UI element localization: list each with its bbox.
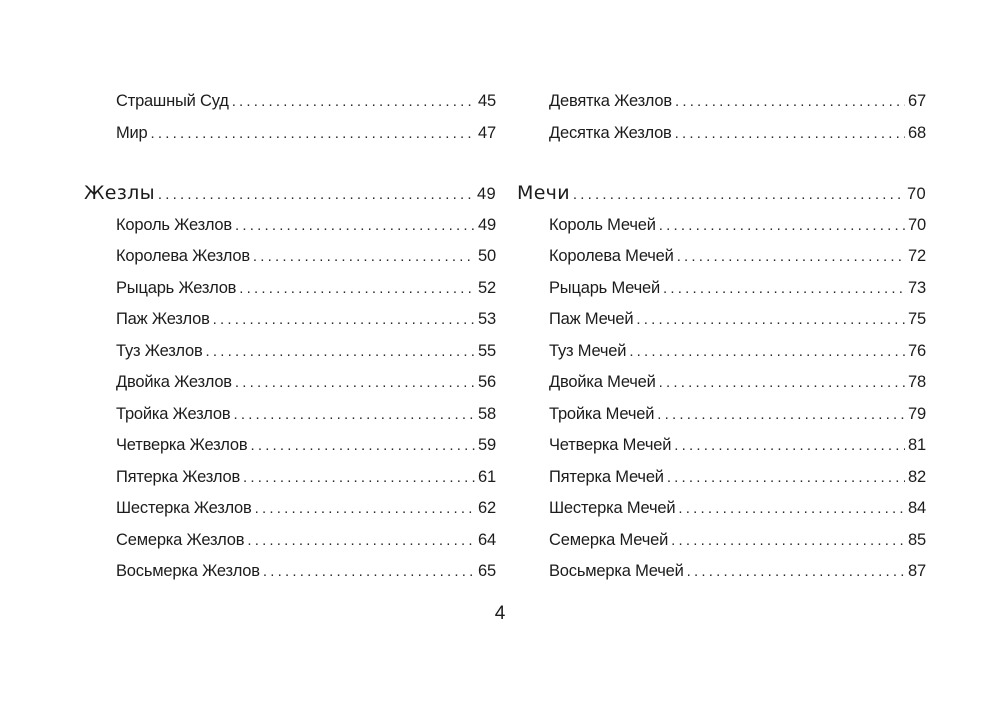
toc-entry-page: 58 (478, 404, 496, 423)
toc-entry-page: 70 (908, 215, 926, 234)
leader-dots (657, 399, 905, 431)
leader-dots (233, 399, 475, 431)
toc-entry[interactable] (517, 462, 926, 494)
toc-section-page: 70 (907, 185, 926, 203)
toc-entry-page: 73 (908, 278, 926, 297)
toc-entry[interactable] (517, 336, 926, 368)
leader-dots (677, 241, 905, 273)
toc-entry-title: Двойка Жезлов (116, 373, 232, 391)
toc-entry-title: Тройка Жезлов (116, 404, 231, 423)
leader-dots (243, 462, 475, 494)
toc-entry[interactable] (84, 86, 496, 118)
toc-entry[interactable] (517, 118, 926, 150)
toc-entry-title: Четверка Жезлов (116, 436, 248, 454)
toc-entry[interactable] (84, 273, 496, 305)
toc-entry[interactable] (517, 399, 926, 431)
page-number: 4 (494, 603, 506, 624)
toc-entry-page: 47 (478, 123, 496, 142)
toc-section-title: Жезлы (84, 182, 155, 204)
toc-entry-title: Пятерка Жезлов (116, 467, 241, 486)
toc-entry-page: 56 (478, 373, 496, 391)
section-gap (517, 149, 926, 178)
toc-entry-page: 87 (908, 562, 926, 580)
leader-dots (253, 241, 475, 273)
toc-entry-page: 65 (478, 562, 496, 580)
toc-entry-title: Девятка Жезлов (549, 92, 672, 110)
toc-right-column (517, 86, 926, 588)
toc-entry-title: Король Жезлов (116, 215, 232, 234)
toc-entry[interactable] (517, 430, 926, 462)
toc-entry-page: 82 (908, 467, 926, 486)
toc-entry-title: Шестерка Мечей (549, 499, 676, 517)
leader-dots (235, 367, 475, 399)
toc-entry[interactable] (84, 118, 496, 150)
toc-left-column (84, 86, 496, 588)
toc-entry-page: 45 (478, 92, 496, 110)
toc-entry-title: Паж Мечей (549, 310, 634, 328)
toc-entry-title: Королева Мечей (549, 247, 674, 265)
section-gap (84, 149, 496, 178)
toc-entry[interactable] (517, 210, 926, 242)
toc-entry[interactable] (84, 336, 496, 368)
leader-dots (158, 179, 474, 211)
toc-entry-page: 72 (908, 247, 926, 265)
toc-section-title: Мечи (517, 182, 570, 204)
leader-dots (687, 556, 905, 588)
toc-entry-title: Рыцарь Жезлов (116, 278, 237, 297)
toc-entry[interactable] (517, 86, 926, 118)
toc-entry[interactable] (84, 399, 496, 431)
leader-dots (255, 493, 475, 525)
toc-entry-title: Шестерка Жезлов (116, 499, 252, 517)
toc-section-page: 49 (477, 185, 496, 203)
toc-entry[interactable] (517, 241, 926, 273)
toc-entry-title: Четверка Мечей (549, 436, 672, 454)
toc-entry[interactable] (84, 430, 496, 462)
toc-entry-title: Тройка Мечей (549, 404, 655, 423)
leader-dots (573, 179, 904, 211)
toc-entry-page: 75 (908, 310, 926, 328)
leader-dots (235, 210, 475, 242)
toc-entry[interactable] (84, 462, 496, 494)
toc-entry-page: 84 (908, 499, 926, 517)
leader-dots (151, 118, 476, 150)
toc-entry[interactable] (517, 556, 926, 588)
leader-dots (659, 210, 905, 242)
toc-entry-title: Рыцарь Мечей (549, 278, 660, 297)
toc-entry-page: 55 (478, 341, 496, 360)
toc-entry-title: Король Мечей (549, 215, 656, 234)
toc-entry-title: Королева Жезлов (116, 247, 250, 265)
toc-entry-title: Десятка Жезлов (549, 123, 672, 142)
toc-section-heading[interactable] (517, 178, 926, 210)
toc-entry[interactable] (517, 304, 926, 336)
leader-dots (674, 430, 905, 462)
toc-entry-title: Двойка Мечей (549, 373, 656, 391)
toc-entry-page: 52 (478, 278, 496, 297)
toc-entry-title: Семерка Жезлов (116, 530, 245, 549)
leader-dots (678, 493, 905, 525)
toc-entry-title: Мир (116, 123, 148, 142)
toc-section-heading[interactable] (84, 178, 496, 210)
toc-entry[interactable] (517, 273, 926, 305)
toc-entry-title: Туз Жезлов (116, 341, 203, 360)
toc-entry-page: 49 (478, 215, 496, 234)
toc-entry-title: Паж Жезлов (116, 310, 210, 328)
toc-entry-title: Семерка Мечей (549, 530, 669, 549)
toc-entry-page: 61 (478, 467, 496, 486)
toc-entry-title: Восьмерка Жезлов (116, 562, 260, 580)
toc-entry-title: Восьмерка Мечей (549, 562, 684, 580)
leader-dots (629, 336, 905, 368)
toc-entry-page: 53 (478, 310, 496, 328)
leader-dots (659, 367, 905, 399)
leader-dots (206, 336, 476, 368)
leader-dots (636, 304, 905, 336)
toc-entry-title: Туз Мечей (549, 341, 627, 360)
leader-dots (663, 273, 905, 305)
leader-dots (250, 430, 475, 462)
toc-entry-page: 76 (908, 341, 926, 360)
toc-entry-page: 79 (908, 404, 926, 423)
leader-dots (667, 462, 905, 494)
leader-dots (671, 525, 905, 557)
toc-entry[interactable] (84, 241, 496, 273)
toc-entry-page: 67 (908, 92, 926, 110)
toc-entry-page: 64 (478, 530, 496, 549)
toc-entry[interactable] (517, 493, 926, 525)
leader-dots (213, 304, 475, 336)
leader-dots (247, 525, 475, 557)
toc-entry-page: 78 (908, 373, 926, 391)
leader-dots (675, 86, 905, 118)
toc-entry[interactable] (84, 210, 496, 242)
toc-entry-title: Пятерка Мечей (549, 467, 664, 486)
toc-entry[interactable] (84, 304, 496, 336)
toc-entry[interactable] (517, 525, 926, 557)
toc-entry-title: Страшный Суд (116, 92, 229, 110)
toc-entry-page: 59 (478, 436, 496, 454)
toc-entry[interactable] (84, 525, 496, 557)
leader-dots (263, 556, 475, 588)
toc-entry[interactable] (84, 556, 496, 588)
leader-dots (675, 118, 905, 150)
leader-dots (239, 273, 475, 305)
toc-entry[interactable] (84, 367, 496, 399)
toc-entry-page: 62 (478, 499, 496, 517)
toc-entry-page: 81 (908, 436, 926, 454)
toc-entry-page: 85 (908, 530, 926, 549)
leader-dots (232, 86, 475, 118)
toc-entry[interactable] (517, 367, 926, 399)
toc-entry-page: 50 (478, 247, 496, 265)
toc-entry-page: 68 (908, 123, 926, 142)
toc-entry[interactable] (84, 493, 496, 525)
